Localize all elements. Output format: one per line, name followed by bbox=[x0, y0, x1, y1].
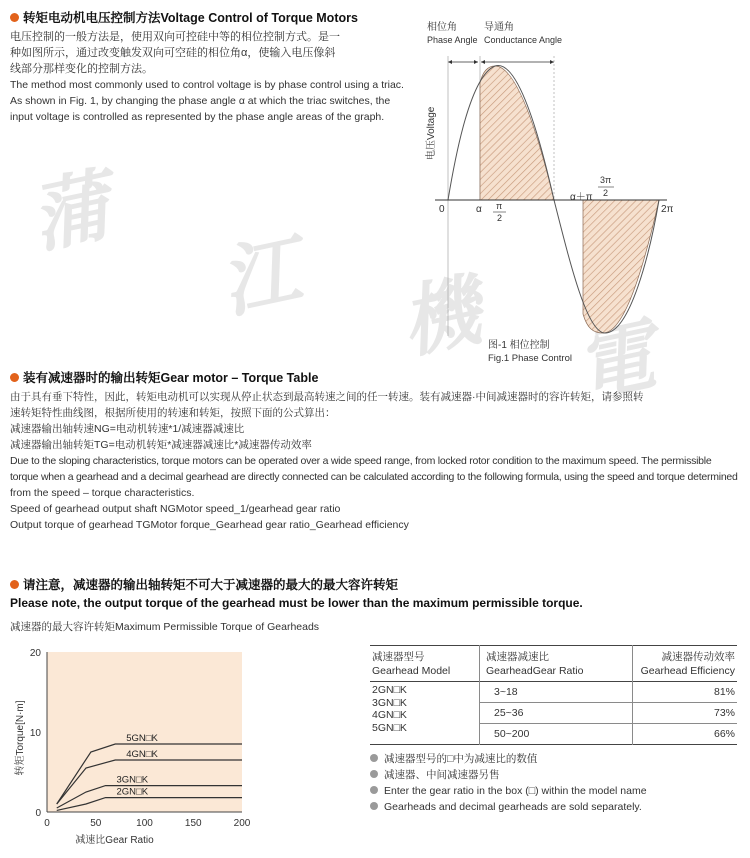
label-phase-angle-cn: 相位角 bbox=[427, 22, 457, 33]
text-line: 速转矩特性曲线图，根据所使用的转速和转矩，按照下面的公式算出： bbox=[10, 407, 336, 419]
table-header-row bbox=[370, 646, 737, 682]
note-item: Gearheads and decimal gearheads are sold separately. bbox=[370, 799, 737, 815]
bullet-icon bbox=[370, 770, 378, 778]
label-zero: 0 bbox=[439, 204, 445, 215]
label-conductance-cn: 导通角 bbox=[484, 22, 514, 33]
text-line: 减速器输出轴转矩TG=电动机转矩*减速器减速比*减速器传动效率 bbox=[10, 439, 312, 451]
y-tick-label: 0 bbox=[35, 808, 41, 819]
note-item: 减速器型号的□中为减速比的数值 bbox=[370, 751, 737, 767]
bullet-icon bbox=[10, 13, 19, 22]
section3-title-en: Please note, the output torque of the gearhead must be lower than the maximum permissible torque. bbox=[10, 596, 583, 610]
section1-en-text bbox=[10, 77, 410, 125]
gear-table-wrap bbox=[370, 645, 737, 815]
text-line: As shown in Fig. 1, by changing the phase angle α at which the triac switches, the bbox=[10, 95, 391, 107]
series-label: 5GN□K bbox=[126, 733, 158, 744]
text-line: 线部分那样变化的控制方法。 bbox=[10, 63, 153, 75]
efficiency-cell: 73% bbox=[633, 703, 738, 724]
bullet-icon bbox=[370, 754, 378, 762]
label-3pi-half-den: 2 bbox=[603, 188, 609, 198]
x-tick-label: 50 bbox=[90, 818, 102, 829]
ratio-cell: 50~200 bbox=[480, 724, 633, 745]
label-3pi-half-num: 3π bbox=[600, 175, 612, 185]
text-line: 由于具有垂下特性，因此，转矩电动机可以实现从停止状态到最高转速之间的任一转速。装有减速器·中间减速器时的容许转矩，请参照转 bbox=[10, 391, 644, 403]
table-header-cell: 减速器型号 Gearhead Model bbox=[372, 651, 451, 677]
caption-cn: 图-1 相位控制 bbox=[488, 340, 550, 351]
section2-title: 装有减速器时的输出转矩Gear motor – Torque Table bbox=[10, 368, 740, 386]
bullet-icon bbox=[10, 373, 19, 382]
x-tick-label: 100 bbox=[136, 818, 153, 829]
section2-text bbox=[10, 389, 740, 533]
x-axis-label: 减速比Gear Ratio bbox=[75, 835, 154, 846]
y-tick-label: 10 bbox=[29, 728, 41, 739]
text-line: input voltage is controlled as represented by the phase angle areas of the graph. bbox=[10, 111, 385, 123]
text-line: torque when a gearhead and a decimal gearhead are directly connected can be calculated according to the following formula, using the speed and torque determined bbox=[10, 471, 738, 483]
x-tick-label: 0 bbox=[44, 818, 50, 829]
label-alpha: α bbox=[476, 204, 482, 215]
text-line: 种如图所示，通过改变触发双向可空硅的相位角α，使输入电压像斜 bbox=[10, 47, 336, 59]
watermark-char-3: 機 bbox=[392, 264, 488, 370]
text-line: The method most commonly used to control voltage is by phase control using a triac. bbox=[10, 79, 404, 91]
efficiency-cell: 81% bbox=[633, 682, 738, 703]
bullet-icon bbox=[370, 786, 378, 794]
text-line: Speed of gearhead output shaft NGMotor speed_1/gearhead gear ratio bbox=[10, 503, 341, 515]
series-label: 2GN□K bbox=[116, 786, 149, 798]
series-label: 3GN□K bbox=[116, 774, 149, 786]
table-header-cell: 减速器减速比 GearheadGear Ratio bbox=[480, 646, 633, 682]
label-pi-half-num: π bbox=[496, 201, 503, 211]
label-alpha-plus-pi: α＋π bbox=[570, 192, 593, 203]
section-note bbox=[10, 575, 740, 634]
watermark-char-1: 蒲 bbox=[22, 159, 118, 265]
y-tick-label: 20 bbox=[29, 648, 41, 659]
gear-efficiency-table bbox=[370, 645, 737, 745]
x-tick-label: 200 bbox=[233, 818, 251, 829]
positive-conduction-area bbox=[480, 66, 554, 200]
text-line: Due to the sloping characteristics, torque motors can be operated over a wide speed range, from locked rotor condition to the maximum speed. The permissible bbox=[10, 455, 712, 467]
chart-heading: 减速器的最大容许转矩Maximum Permissible Torque of Gearheads bbox=[10, 621, 320, 633]
label-phase-angle-en: Phase Angle bbox=[427, 35, 478, 45]
text-line: 电压控制的一般方法是，使用双向可控硅中等的相位控制方式。是一 bbox=[10, 31, 340, 43]
phase-control-graph bbox=[415, 18, 745, 388]
bullet-icon bbox=[10, 580, 19, 589]
efficiency-cell: 66% bbox=[633, 724, 738, 745]
note-item: Enter the gear ratio in the box (□) within the model name bbox=[370, 783, 737, 799]
section1-title: 转矩电动机电压控制方法Voltage Control of Torque Motors bbox=[10, 8, 410, 26]
y-axis-label: 电压Voltage bbox=[426, 106, 437, 160]
text-line: from the speed – torque characteristics. bbox=[10, 487, 195, 499]
ratio-cell: 3~18 bbox=[480, 682, 633, 703]
label-2pi: 2π bbox=[661, 204, 674, 215]
section-torque-table bbox=[10, 368, 740, 533]
section-voltage-control bbox=[10, 8, 410, 125]
table-header-cell: 减速器传动效率 Gearhead Efficiency bbox=[633, 646, 738, 682]
note-item: 减速器、中间减速器另售 bbox=[370, 767, 737, 783]
series-label: 4GN□K bbox=[126, 749, 158, 760]
negative-conduction-area bbox=[583, 200, 659, 333]
ratio-cell: 25~36 bbox=[480, 703, 633, 724]
watermark-char-4: 電 bbox=[567, 309, 663, 415]
caption-en: Fig.1 Phase Control bbox=[488, 353, 572, 364]
y-axis-label: 转矩Torque[N·m] bbox=[15, 700, 26, 776]
x-tick-label: 150 bbox=[184, 818, 202, 829]
table-row bbox=[370, 682, 737, 703]
torque-chart bbox=[5, 640, 285, 850]
section3-title-cn: 请注意，减速器的输出轴转矩不可大于减速器的最大的最大容许转矩 bbox=[10, 575, 740, 593]
model-list-cell: 2GN□K 3GN□K 4GN□K 5GN□K bbox=[372, 684, 407, 734]
watermark-char-2: 江 bbox=[212, 224, 308, 330]
text-line: 减速器输出轴转速NG=电动机转速*1/减速器减速比 bbox=[10, 423, 245, 435]
label-pi-half-den: 2 bbox=[497, 213, 503, 223]
text-line: Output torque of gearhead TGMotor forque_Gearhead gear ratio_Gearhead efficiency bbox=[10, 519, 409, 531]
bullet-icon bbox=[370, 802, 378, 810]
notes-list bbox=[370, 751, 737, 815]
label-conductance-en: Conductance Angle bbox=[484, 35, 563, 45]
section1-cn-text bbox=[10, 29, 410, 77]
